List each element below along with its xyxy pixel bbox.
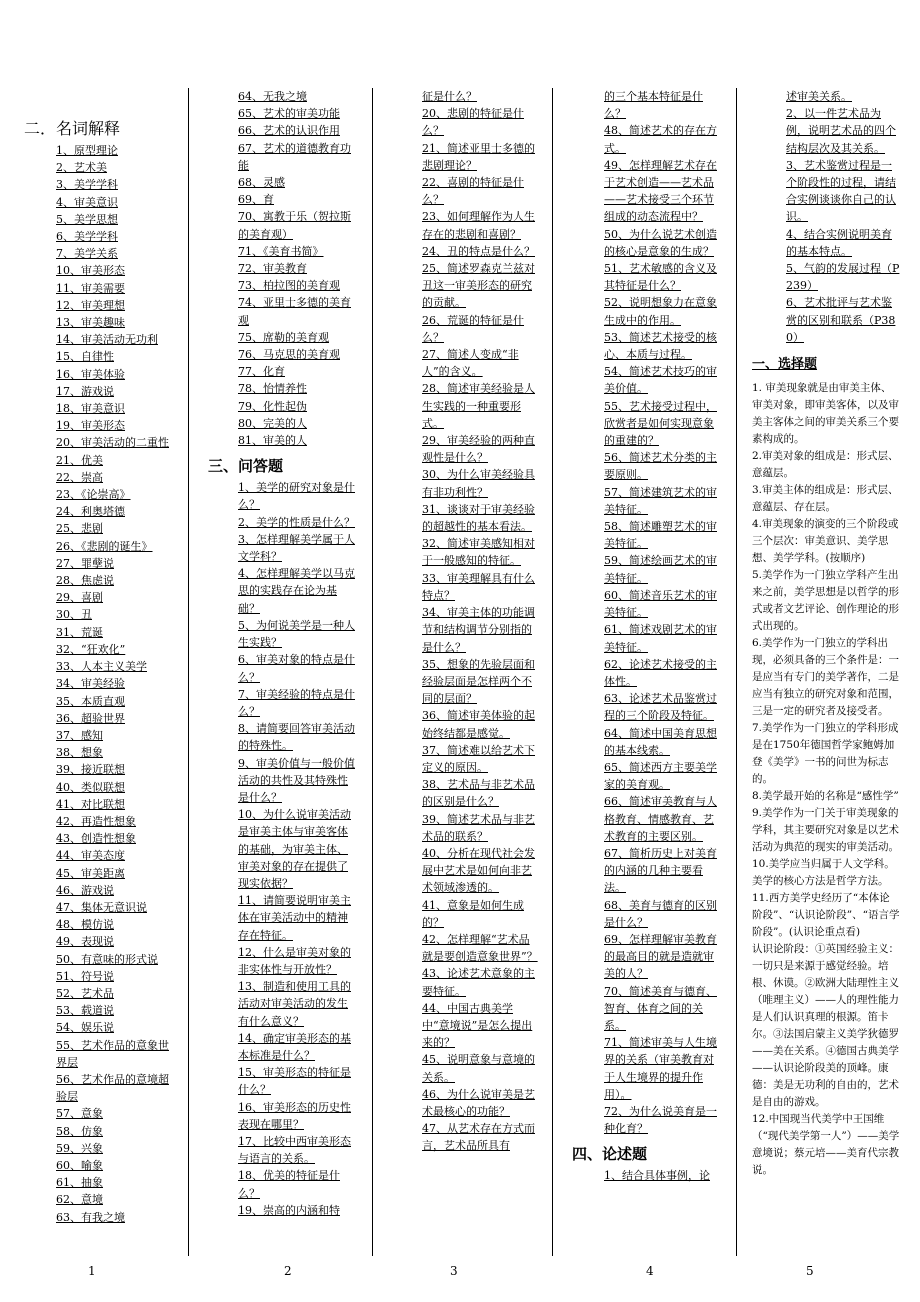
- list-item: 75、席勒的美育观: [238, 330, 329, 344]
- column-divider: [372, 88, 373, 1256]
- list-item: 4、审美意识: [56, 195, 118, 209]
- list-item: 42、怎样理解“艺术品就是要创造意象世界”？: [422, 932, 538, 964]
- column-divider: [736, 88, 737, 1256]
- list-item: 49、怎样理解艺术存在于艺术创造——艺术品——艺术接受三个环节组成的动态流程中？: [604, 158, 717, 224]
- list-item: 30、丑: [56, 608, 92, 622]
- list-item: 2、艺术美: [56, 161, 107, 175]
- list-item: 6.美学作为一门独立的学科出现，必须具备的三个条件是：一是应当有专门的美学著作，二是应当有独立的研究对象和范围，三是一定的研究者及接受者。: [752, 637, 899, 718]
- list-item: 19、崇高的内涵和特: [238, 1203, 340, 1217]
- list-item: 51、艺术敏感的含义及其特征是什么？: [604, 262, 717, 293]
- list-item: 68、美育与德育的区别是什么？: [604, 898, 717, 929]
- list-item: 认识论阶段：①英国经验主义：一切只是来源于感觉经验。培根、休谟。②欧洲大陆理性主义（唯理主义）——人的理性能力是人们认识真理的根源。笛卡尔。③法国启蒙主义美学狄德罗——美在关系。④德国古典美学——认识论阶段美的顶峰。康德：美是无功利的自由的，艺术是自由的游戏。: [752, 943, 899, 1109]
- section-heading-choice: 一、选择题: [752, 357, 818, 373]
- list-item: 26、荒诞的特征是什么？: [422, 313, 524, 344]
- list-item: 13、制造和使用工具的活动对审美活动的发生有什么意义？: [238, 980, 351, 1028]
- list-item: 16、审美形态的历史性表现在哪里？: [238, 1100, 351, 1131]
- list-item: 41、意象是如何生成的？: [422, 898, 524, 929]
- list-item: 58、简述雕塑艺术的审美特征。: [604, 520, 717, 551]
- list-item: 27、简述人变成“非人”的含义。: [422, 348, 519, 379]
- column-4: [572, 88, 720, 1256]
- list-item: 22、崇高: [56, 470, 103, 484]
- list-item: 24、丑的特点是什么？: [422, 244, 535, 258]
- list-item: 31、荒诞: [56, 625, 103, 639]
- list-item: 11.西方美学史经历了“本体论阶段”、“认识论阶段”、“语言学阶段”。(认识论重点看): [752, 892, 900, 939]
- list-item: 9、审美价值与一般价值活动的共性及其特殊性是什么？: [238, 756, 355, 804]
- list-item: 10、为什么说审美活动是审美主体与审美客体的基础，为审美主体、审美对象的存在提供了现实依据？: [238, 808, 351, 890]
- list-item: 50、有意味的形式说: [56, 952, 158, 966]
- list-item: 48、简述艺术的存在方式。: [604, 124, 717, 155]
- section-heading-essays: 四、论述题: [572, 1145, 648, 1164]
- list-item: 59、简述绘画艺术的审美特征。: [604, 554, 717, 585]
- column-5: [752, 88, 900, 1256]
- list-item: 9.美学作为一门关于审美现象的学科，其主要研究对象是以艺术活动为典范的现实的审美活动。: [752, 807, 899, 854]
- list-item: 27、罪孽说: [56, 556, 114, 570]
- list-item: 7、审美经验的特点是什么？: [238, 687, 355, 718]
- list-item: 2、以一件艺术品为例，说明艺术品的四个结构层次及其关系。: [786, 107, 896, 155]
- list-item: 4、结合实例说明美育的基本特点。: [786, 227, 892, 258]
- list-item: 59、兴象: [56, 1141, 103, 1155]
- list-item: 37、感知: [56, 728, 103, 742]
- essay-list: [572, 1167, 720, 1184]
- list-item: 8、请简要回答审美活动的特殊性。: [238, 722, 355, 753]
- list-item: 51、符号说: [56, 969, 114, 983]
- list-item: 6、审美对象的特点是什么？: [238, 653, 355, 684]
- list-item: 40、分析在现代社会发展中艺术是如何向非艺术领域渗透的。: [422, 846, 535, 895]
- list-item: 45、审美距离: [56, 866, 125, 880]
- list-item: 25、简述罗森克兰兹对丑这一审美形态的研究的贡献。: [422, 262, 535, 310]
- list-item: 68、灵感: [238, 176, 285, 190]
- page-number: 2: [284, 1264, 292, 1278]
- list-item: 52、艺术品: [56, 986, 114, 1000]
- page-number: 1: [88, 1264, 96, 1278]
- list-item: 39、接近联想: [56, 763, 125, 777]
- list-item: 1、美学的研究对象是什么？: [238, 481, 355, 512]
- list-item: 14、确定审美形态的基本标准是什么？: [238, 1031, 351, 1062]
- list-item: 征是什么？: [422, 90, 477, 103]
- list-item: 42、再造性想象: [56, 814, 136, 828]
- list-item: 78、怡情养性: [238, 382, 307, 396]
- list-item: 47、集体无意识说: [56, 900, 147, 914]
- list-item: 7.美学作为一门独立的学科形成是在1750年德国哲学家鲍姆加登《美学》一书的问世为标志的。: [752, 722, 899, 786]
- list-item: 48、模仿说: [56, 918, 114, 932]
- list-item: 11、审美需要: [56, 281, 125, 295]
- list-item: 72、为什么说美育是一种化育？: [604, 1104, 717, 1136]
- list-item: 1、结合具体事例，论: [604, 1169, 710, 1183]
- list-item: 63、有我之境: [56, 1210, 125, 1224]
- list-item: 57、简述建筑艺术的审美特征。: [604, 485, 717, 516]
- list-item: 56、简述艺术分类的主要原则。: [604, 451, 717, 482]
- list-item: 39、简述艺术品与非艺术品的联系？: [422, 812, 535, 843]
- list-item: 35、本质直观: [56, 694, 125, 708]
- list-item: 18、优美的特征是什么？: [238, 1169, 340, 1200]
- list-item: 62、论述艺术接受的主体性。: [604, 657, 717, 688]
- list-item: 15、审美形态的特征是什么？: [238, 1066, 351, 1097]
- list-item: 77、化育: [238, 365, 285, 379]
- list-item: 21、优美: [56, 453, 103, 467]
- list-item: 53、简述艺术接受的核心、本质与过程。: [604, 330, 717, 362]
- list-item: 40、类似联想: [56, 780, 125, 794]
- list-item: 28、焦虑说: [56, 574, 114, 588]
- list-item: 15、自律性: [56, 350, 114, 364]
- list-item: 5、美学思想: [56, 212, 118, 226]
- list-item: 66、艺术的认识作用: [238, 124, 340, 138]
- list-item: 33、人本主义美学: [56, 660, 147, 674]
- list-item: 71、《美育书简》: [238, 244, 324, 258]
- list-item: 70、简述美育与德育、智育、体育之间的关系。: [604, 984, 717, 1032]
- list-item: 60、简述音乐艺术的审美特征。: [604, 588, 717, 620]
- list-item: 46、为什么说审美是艺术最核心的功能？: [422, 1087, 535, 1118]
- list-item: 28、简述审美经验是人生实践的一种重要形式。: [422, 382, 535, 430]
- list-item: 5.美学作为一门独立学科产生出来之前，美学思想是以哲学的形式或者文艺评论、创作理论的形式出现的。: [752, 569, 899, 633]
- list-item: 31、谈谈对于审美经验的超越性的基本看法。: [422, 502, 535, 534]
- page-number: 4: [646, 1264, 654, 1278]
- list-item: 18、审美意识: [56, 402, 125, 416]
- list-item: 62、意境: [56, 1193, 103, 1207]
- list-item: 1、原型理论: [56, 144, 118, 157]
- list-item: 32、简述审美感知相对于一般感知的特征。: [422, 537, 535, 568]
- list-item: 5、为何说美学是一种人生实践？: [238, 618, 355, 650]
- column-3: [412, 88, 540, 1256]
- list-item: 36、超验世界: [56, 711, 125, 725]
- list-item: 54、娱乐说: [56, 1021, 114, 1035]
- list-item: 66、简述审美教育与人格教育、情感教育、艺术教育的主要区别。: [604, 795, 717, 843]
- list-item: 47、从艺术存在方式而言，艺术品所具有: [422, 1122, 535, 1153]
- list-item: 13、审美趣味: [56, 316, 125, 330]
- column-2: [208, 88, 358, 1256]
- list-item: 23、如何理解作为人生存在的悲剧和喜剧？: [422, 210, 535, 241]
- list-item: 12.中国现当代美学中王国维（“现代美学第一人”）——美学意境说；蔡元培——美育代宗教说。: [752, 1113, 900, 1177]
- list-item: 60、喻象: [56, 1158, 103, 1172]
- list-item: 3、美学学科: [56, 178, 118, 192]
- list-item: 37、简述难以给艺术下定义的原因。: [422, 743, 535, 774]
- list-item: 26、《悲剧的诞生》: [56, 539, 153, 553]
- list-item: 3.审美主体的组成是：形式层、意蕴层、存在层。: [752, 484, 899, 514]
- list-item: 61、抽象: [56, 1176, 103, 1190]
- list-item: 34、审美经验: [56, 677, 125, 691]
- list-item: 43、论述艺术意象的主要特征。: [422, 967, 535, 998]
- list-item: 23、《论崇高》: [56, 488, 131, 502]
- list-item: 2.审美对象的组成是：形式层、意蕴层。: [752, 450, 899, 480]
- list-item: 65、简述西方主要美学家的美育观。: [604, 760, 717, 792]
- list-item: 72、审美教育: [238, 262, 307, 276]
- list-item: 44、中国古典美学中“意境说”是怎么提出来的？: [422, 1001, 533, 1050]
- list-item: 16、审美体验: [56, 367, 125, 381]
- list-item: 55、艺术接受过程中，欣赏者是如何实现意象的重建的？: [604, 399, 717, 448]
- list-item: 24、利奥塔德: [56, 505, 125, 519]
- list-item: 20、悲剧的特征是什么？: [422, 107, 524, 138]
- list-item: 4.审美现象的演变的三个阶段或三个层次：审美意识、美学思想、美学学科。(按顺序): [752, 518, 899, 565]
- list-item: 54、简述艺术技巧的审美价值。: [604, 365, 717, 396]
- column-divider: [188, 88, 189, 1256]
- list-item: 46、游戏说: [56, 883, 114, 897]
- list-item: 41、对比联想: [56, 797, 125, 811]
- list-item: 14、审美活动无功利: [56, 333, 158, 347]
- list-item: 81、审美的人: [238, 434, 307, 448]
- list-item: 10、审美形态: [56, 264, 125, 278]
- list-item: 12、什么是审美对象的非实体性与开放性？: [238, 945, 351, 976]
- list-item: 67、艺术的道德教育功能: [238, 141, 351, 172]
- column-divider: [552, 88, 553, 1256]
- page-number: 5: [806, 1264, 814, 1278]
- list-item: 67、简析历史上对美育的内涵的几种主要看法。: [604, 846, 717, 895]
- list-item: 20、审美活动的二重性: [56, 436, 169, 450]
- list-item: 8.美学最开始的名称是“感性学”: [752, 790, 899, 803]
- questions-list: [208, 479, 358, 1219]
- list-item: 71、简述审美与人生境界的关系（审美教育对于人生境界的提升作用）。: [604, 1036, 717, 1101]
- list-item: 55、艺术作品的意象世界层: [56, 1038, 169, 1069]
- list-item: 6、美学学科: [56, 230, 118, 244]
- list-item: 7、美学关系: [56, 247, 118, 261]
- list-item: 44、审美态度: [56, 849, 125, 863]
- list-item: 29、喜剧: [56, 591, 103, 605]
- section-heading-questions: 三、问答题: [208, 457, 284, 476]
- list-item: 35、想象的先验层面和经验层面是怎样两个不同的层面？: [422, 657, 535, 706]
- list-item: 74、亚里士多德的美育观: [238, 296, 351, 327]
- list-item: 56、艺术作品的意境超验层: [56, 1072, 169, 1104]
- list-item: 64、无我之境: [238, 90, 307, 103]
- list-item: 50、为什么说艺术创造的核心是意象的生成？: [604, 227, 717, 258]
- list-item: 70、寓教于乐（贺拉斯的美育观）: [238, 210, 351, 241]
- list-item: 61、简述戏剧艺术的审美特征。: [604, 623, 717, 654]
- list-item: 52、说明想象力在意象生成中的作用。: [604, 296, 717, 327]
- list-item: 32、“狂欢化”: [56, 642, 126, 656]
- page-number: 3: [450, 1264, 458, 1278]
- questions-list-continued: [412, 88, 540, 1155]
- list-item: 21、简述亚里士多德的悲剧理论？: [422, 141, 535, 172]
- list-item: 6、艺术批评与艺术鉴赏的区别和联系（P380）: [786, 296, 896, 344]
- list-item: 53、载道说: [56, 1004, 114, 1018]
- list-item: 38、想象: [56, 746, 103, 760]
- list-item: 76、马克思的美育观: [238, 348, 340, 362]
- list-item: 38、艺术品与非艺术品的区别是什么？: [422, 778, 535, 809]
- list-item: 43、创造性想象: [56, 832, 136, 846]
- list-item: 63、论述艺术品鉴赏过程的三个阶段及特征。: [604, 692, 717, 723]
- list-item: 64、简述中国美育思想的基本线索。: [604, 726, 717, 757]
- list-item: 69、怎样理解审美教育的最高目的就是造就审美的人？: [604, 932, 717, 981]
- list-item: 29、审美经验的两种直观性是什么？: [422, 434, 535, 465]
- list-item: 19、审美形态: [56, 419, 125, 433]
- list-item: 17、比较中西审美形态与语言的关系。: [238, 1134, 351, 1166]
- list-item: 30、为什么审美经验具有非功利性？: [422, 468, 535, 499]
- list-item: 12、审美理想: [56, 298, 125, 312]
- list-item: 4、怎样理解美学以马克思的实践存在论为基础？: [238, 567, 355, 615]
- choice-notes: [752, 380, 900, 1179]
- list-item: 11、请简要说明审美主体在审美活动中的精神存在特征。: [238, 894, 351, 942]
- list-item: 58、仿象: [56, 1124, 103, 1138]
- list-item: 3、艺术鉴赏过程是一个阶段性的过程，请结合实例谈谈你自己的认识。: [786, 158, 896, 224]
- list-item: 10.美学应当归属于人文学科。美学的核心方法是哲学方法。: [752, 858, 895, 888]
- list-item: 3、怎样理解美学属于人文学科？: [238, 532, 355, 564]
- list-item: 69、育: [238, 193, 274, 207]
- terms-list-continued: [208, 88, 358, 449]
- list-item: 34、审美主体的功能调节和结构调节分别指的是什么？: [422, 606, 535, 654]
- list-item: 22、喜剧的特征是什么？: [422, 176, 524, 207]
- list-item: 17、游戏说: [56, 384, 114, 398]
- list-item: 65、艺术的审美功能: [238, 107, 340, 121]
- list-item: 79、化性起伪: [238, 399, 307, 413]
- list-item: 45、说明意象与意境的关系。: [422, 1053, 535, 1084]
- list-item: 73、柏拉图的美育观: [238, 279, 340, 293]
- list-item: 57、意象: [56, 1107, 103, 1121]
- list-item: 的三个基本特征是什么？: [604, 90, 703, 121]
- terms-list: [24, 142, 172, 1226]
- list-item: 5、气韵的发展过程（P239）: [786, 262, 900, 293]
- list-item: 1. 审美现象就是由审美主体、审美对象，即审美客体，以及审美主客体之间的审美关系三个要素构成的。: [752, 382, 899, 446]
- list-item: 述审美关系。: [786, 90, 852, 103]
- list-item: 25、悲剧: [56, 522, 103, 536]
- list-item: 33、审美理解具有什么特点？: [422, 571, 535, 602]
- section-heading-terms: 二．名词解释: [24, 119, 121, 138]
- column-1: [24, 88, 172, 1256]
- list-item: 80、完美的人: [238, 416, 307, 430]
- questions-list-continued-2: [572, 88, 720, 1137]
- list-item: 2、美学的性质是什么？: [238, 515, 355, 529]
- essay-list-continued: [752, 88, 900, 346]
- list-item: 49、表现说: [56, 935, 114, 949]
- list-item: 36、简述审美体验的起始终结都是感觉。: [422, 709, 535, 740]
